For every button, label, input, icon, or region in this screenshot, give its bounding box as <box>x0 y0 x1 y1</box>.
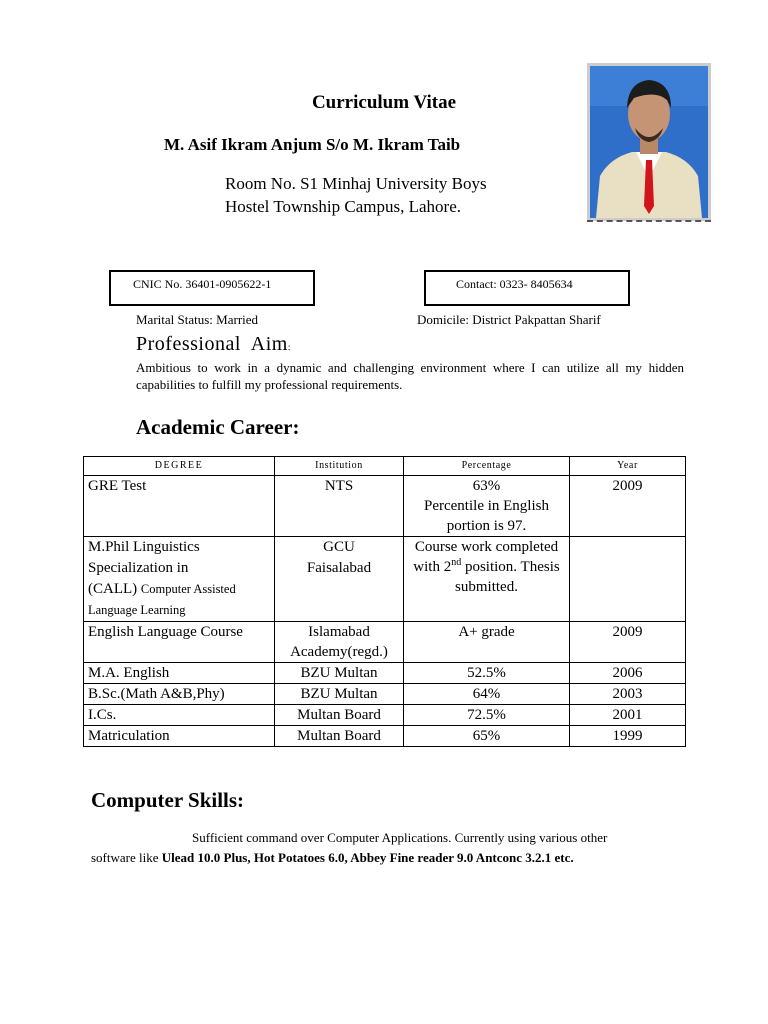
column-header: Institution <box>275 457 404 476</box>
percentage-value: Course work completed with 2 <box>413 539 559 575</box>
table-row <box>84 476 686 537</box>
applicant-name: M. Asif Ikram Anjum S/o M. Ikram Taib <box>164 135 461 154</box>
degree-cell: English Language Course <box>84 622 275 663</box>
percentage-cell: 65% <box>404 726 570 747</box>
degree-cell: M.A. English <box>84 663 275 684</box>
institution-cell: NTS <box>275 476 404 537</box>
table-row <box>84 622 686 663</box>
year-cell <box>570 537 686 622</box>
superscript: nd <box>451 557 462 568</box>
computer-skills-text-1: Sufficient command over Computer Applications. Currently using various other <box>192 830 608 845</box>
percentage-cell: A+ grade <box>404 622 570 663</box>
aim-colon: : <box>287 342 291 352</box>
skills-software-list: Ulead 10.0 Plus, Hot Potatoes 6.0, Abbey Fine reader 9.0 Antconc 3.2.1 etc. <box>161 850 574 865</box>
professional-aim-heading <box>136 333 291 356</box>
domicile: Domicile: District Pakpattan Sharif <box>417 312 601 327</box>
table-row <box>84 726 686 747</box>
degree-detail: Computer Assisted Language Learning <box>88 582 236 617</box>
institution-cell: BZU Multan <box>275 684 404 705</box>
address-line-1: Room No. S1 Minhaj University Boys <box>225 174 487 193</box>
photo-border <box>587 220 711 222</box>
year-cell: 2009 <box>570 476 686 537</box>
column-header: Year <box>570 457 686 476</box>
degree-abbrev: (CALL) <box>88 581 138 597</box>
year-cell: 2003 <box>570 684 686 705</box>
percentage-note: Percentile in English portion is 97. <box>424 498 549 534</box>
year-cell: 2009 <box>570 622 686 663</box>
percentage-cell: 52.5% <box>404 663 570 684</box>
academic-table <box>83 456 686 747</box>
professional-aim-text: Ambitious to work in a dynamic and challenging environment where I can utilize all my hidden capabilities to fulfill my professional requirements. <box>136 360 684 392</box>
degree-cell: GRE Test <box>84 476 275 537</box>
percentage-cell <box>404 476 570 537</box>
year-cell: 2001 <box>570 705 686 726</box>
degree-cell: Matriculation <box>84 726 275 747</box>
degree-cell: B.Sc.(Math A&B,Phy) <box>84 684 275 705</box>
academic-career-heading: Academic Career: <box>136 415 300 439</box>
table-row <box>84 705 686 726</box>
marital-status: Marital Status: Married <box>136 312 259 327</box>
degree-cell: I.Cs. <box>84 705 275 726</box>
institution-cell: Multan Board <box>275 705 404 726</box>
table-header-row <box>84 457 686 476</box>
address-line-2: Hostel Township Campus, Lahore. <box>225 197 461 216</box>
aim-heading-text: Professional Aim <box>136 333 288 355</box>
institution-cell: Multan Board <box>275 726 404 747</box>
contact-text: Contact: 0323- 8405634 <box>456 277 573 291</box>
percentage-value: 63% <box>472 478 501 494</box>
percentage-note: position. Thesis submitted. <box>455 559 560 595</box>
person-photo-icon <box>587 63 711 221</box>
year-cell: 2006 <box>570 663 686 684</box>
computer-skills-text-2 <box>91 850 574 866</box>
institution-cell: Islamabad Academy(regd.) <box>275 622 404 663</box>
column-header: DEGREE <box>84 457 275 476</box>
degree-cell <box>84 537 275 622</box>
contact-box <box>424 270 630 306</box>
table-row <box>84 537 686 622</box>
table-row <box>84 663 686 684</box>
institution-cell: BZU Multan <box>275 663 404 684</box>
percentage-cell: 64% <box>404 684 570 705</box>
degree-text: M.Phil Linguistics Specialization in <box>88 539 200 576</box>
cv-title: Curriculum Vitae <box>311 92 457 113</box>
computer-skills-heading: Computer Skills: <box>91 788 245 812</box>
table-row <box>84 684 686 705</box>
skills-prefix: software like <box>91 850 162 865</box>
cnic-box <box>109 270 315 306</box>
institution-cell: GCU Faisalabad <box>275 537 404 622</box>
cnic-text: CNIC No. 36401-0905622-1 <box>133 277 272 291</box>
percentage-cell: 72.5% <box>404 705 570 726</box>
column-header: Percentage <box>404 457 570 476</box>
year-cell: 1999 <box>570 726 686 747</box>
percentage-cell <box>404 537 570 622</box>
